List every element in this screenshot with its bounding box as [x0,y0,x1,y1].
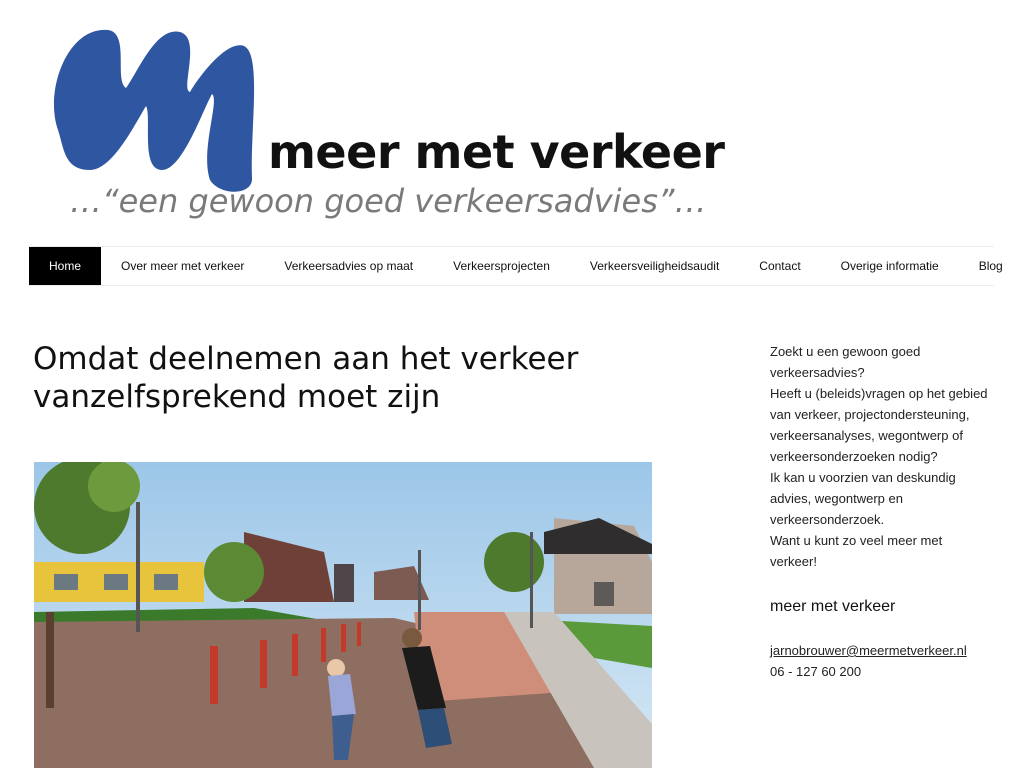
page-title: Omdat deelnemen aan het verkeer vanzelfsprekend moet zijn [33,341,579,415]
sidebar-line: Want u kunt zo veel meer met [770,533,943,548]
logo-tagline: …“een gewoon goed verkeersadvies”… [70,182,707,220]
sidebar-line: Heeft u (beleids)vragen op het gebied [770,386,988,401]
hero-image [34,462,652,768]
sidebar-line: verkeersonderzoeken nodig? [770,449,938,464]
nav-item-home[interactable]: Home [29,247,101,285]
sidebar-line: van verkeer, projectondersteuning, [770,407,970,422]
site-logo[interactable] [30,20,730,230]
nav-item-over-meer-met-verkeer[interactable]: Over meer met verkeer [121,259,245,273]
nav-item-contact[interactable]: Contact [759,259,801,273]
sidebar-line: Zoekt u een gewoon goed [770,344,921,359]
sidebar-line: advies, wegontwerp en [770,491,903,506]
sidebar-line: verkeersonderzoek. [770,512,885,527]
sidebar-line: verkeer! [770,554,817,569]
logo-m-mark [30,20,270,200]
sidebar-intro [770,341,1000,572]
sidebar [770,341,1000,682]
sidebar-line: verkeersanalyses, wegontwerp of [770,428,963,443]
main-navigation [29,246,1003,286]
logo-title: meer met verkeer [268,125,725,179]
sidebar-line: Ik kan u voorzien van deskundig [770,470,956,485]
sidebar-line: verkeersadvies? [770,365,865,380]
contact-email-link[interactable]: jarnobrouwer@meermetverkeer.nl [770,643,967,658]
nav-item-blog[interactable]: Blog [978,259,1003,273]
contact-phone: 06 - 127 60 200 [770,664,862,679]
nav-item-verkeersprojecten[interactable]: Verkeersprojecten [453,259,550,273]
nav-item-verkeersveiligheidsaudit[interactable]: Verkeersveiligheidsaudit [589,259,720,273]
nav-item-overige-informatie[interactable]: Overige informatie [840,259,939,273]
nav-item-verkeersadvies-op-maat[interactable]: Verkeersadvies op maat [284,259,414,273]
contact-heading: meer met verkeer [770,598,896,615]
